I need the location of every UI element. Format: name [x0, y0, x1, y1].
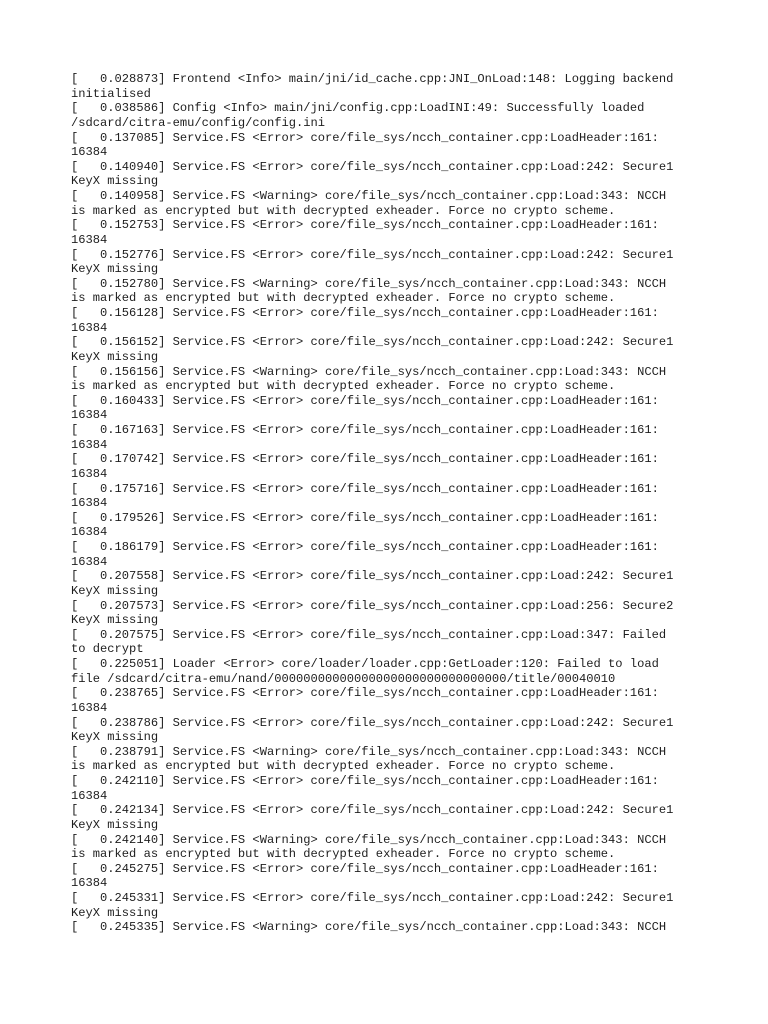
- log-line: 16384: [71, 525, 108, 540]
- log-line: [ 0.242140] Service.FS <Warning> core/file_sys/ncch_container.cpp:Load:343: NCCH: [71, 832, 667, 847]
- log-line: to decrypt: [71, 642, 144, 657]
- log-line: [ 0.207558] Service.FS <Error> core/file_sys/ncch_container.cpp:Load:242: Secure1: [71, 569, 674, 584]
- log-line: [ 0.242110] Service.FS <Error> core/file_sys/ncch_container.cpp:LoadHeader:161:: [71, 774, 659, 788]
- log-line: KeyX missing: [71, 174, 159, 189]
- log-line: KeyX missing: [71, 905, 159, 920]
- log-line: [ 0.152780] Service.FS <Warning> core/file_sys/ncch_container.cpp:Load:343: NCCH: [71, 276, 667, 291]
- log-line: 16384: [71, 876, 108, 891]
- log-line: [ 0.238791] Service.FS <Warning> core/file_sys/ncch_container.cpp:Load:343: NCCH: [71, 744, 667, 759]
- log-line: [ 0.156152] Service.FS <Error> core/file_sys/ncch_container.cpp:Load:242: Secure1: [71, 335, 674, 350]
- log-line: [ 0.245331] Service.FS <Error> core/file_sys/ncch_container.cpp:Load:242: Secure1: [71, 891, 674, 905]
- log-line: /sdcard/citra-emu/config/config.ini: [71, 115, 326, 130]
- log-line: [ 0.038586] Config <Info> main/jni/config.cpp:LoadINI:49: Successfully loaded: [71, 101, 645, 116]
- log-line: [ 0.140940] Service.FS <Error> core/file_sys/ncch_container.cpp:Load:242: Secure1: [71, 159, 674, 174]
- log-line: file /sdcard/citra-emu/nand/00000000000000000000000000000000/title/00040010: [71, 671, 616, 686]
- log-line: 16384: [71, 788, 108, 803]
- log-line: [ 0.225051] Loader <Error> core/loader/loader.cpp:GetLoader:120: Failed to load: [71, 657, 659, 671]
- log-line: is marked as encrypted but with decrypted exheader. Force no crypto scheme.: [71, 759, 616, 774]
- log-line: [ 0.242134] Service.FS <Error> core/file_sys/ncch_container.cpp:Load:242: Secure1: [71, 803, 674, 818]
- log-line: [ 0.156128] Service.FS <Error> core/file_sys/ncch_container.cpp:LoadHeader:161:: [71, 306, 659, 320]
- log-line: [ 0.140958] Service.FS <Warning> core/file_sys/ncch_container.cpp:Load:343: NCCH: [71, 189, 667, 203]
- log-line: initialised: [71, 86, 151, 101]
- log-line: [ 0.238786] Service.FS <Error> core/file_sys/ncch_container.cpp:Load:242: Secure1: [71, 715, 674, 730]
- log-text-block: [71, 72, 711, 935]
- log-line: [ 0.207575] Service.FS <Error> core/file_sys/ncch_container.cpp:Load:347: Failed: [71, 627, 667, 642]
- log-line: 16384: [71, 554, 108, 569]
- log-line: 16384: [71, 437, 108, 452]
- log-line: 16384: [71, 320, 108, 335]
- log-line: [ 0.170742] Service.FS <Error> core/file_sys/ncch_container.cpp:LoadHeader:161:: [71, 452, 659, 467]
- log-line: [ 0.238765] Service.FS <Error> core/file_sys/ncch_container.cpp:LoadHeader:161:: [71, 686, 659, 701]
- log-line: [ 0.245275] Service.FS <Error> core/file_sys/ncch_container.cpp:LoadHeader:161:: [71, 861, 659, 876]
- log-line: [ 0.245335] Service.FS <Warning> core/file_sys/ncch_container.cpp:Load:343: NCCH: [71, 920, 667, 935]
- log-line: is marked as encrypted but with decrypted exheader. Force no crypto scheme.: [71, 291, 616, 306]
- log-line: KeyX missing: [71, 730, 159, 745]
- log-line: KeyX missing: [71, 613, 159, 628]
- log-line: [ 0.152753] Service.FS <Error> core/file_sys/ncch_container.cpp:LoadHeader:161:: [71, 218, 659, 233]
- log-line: [ 0.160433] Service.FS <Error> core/file_sys/ncch_container.cpp:LoadHeader:161:: [71, 393, 659, 408]
- log-line: KeyX missing: [71, 349, 159, 364]
- log-line: [ 0.028873] Frontend <Info> main/jni/id_cache.cpp:JNI_OnLoad:148: Logging backend: [71, 72, 674, 86]
- log-line: [ 0.152776] Service.FS <Error> core/file_sys/ncch_container.cpp:Load:242: Secure1: [71, 247, 674, 262]
- log-line: KeyX missing: [71, 817, 159, 832]
- log-line: [ 0.175716] Service.FS <Error> core/file_sys/ncch_container.cpp:LoadHeader:161:: [71, 481, 659, 496]
- log-line: [ 0.186179] Service.FS <Error> core/file_sys/ncch_container.cpp:LoadHeader:161:: [71, 540, 659, 554]
- log-line: [ 0.137085] Service.FS <Error> core/file_sys/ncch_container.cpp:LoadHeader:161:: [71, 130, 659, 145]
- log-line: 16384: [71, 232, 108, 247]
- log-line: [ 0.167163] Service.FS <Error> core/file_sys/ncch_container.cpp:LoadHeader:161:: [71, 423, 659, 437]
- log-line: 16384: [71, 496, 108, 511]
- log-line: is marked as encrypted but with decrypted exheader. Force no crypto scheme.: [71, 379, 616, 394]
- log-line: 16384: [71, 145, 108, 160]
- log-line: KeyX missing: [71, 262, 159, 277]
- log-line: 16384: [71, 700, 108, 715]
- log-line: [ 0.207573] Service.FS <Error> core/file_sys/ncch_container.cpp:Load:256: Secure2: [71, 598, 674, 613]
- log-line: is marked as encrypted but with decrypted exheader. Force no crypto scheme.: [71, 847, 616, 862]
- log-line: [ 0.179526] Service.FS <Error> core/file_sys/ncch_container.cpp:LoadHeader:161:: [71, 510, 659, 525]
- log-line: KeyX missing: [71, 583, 159, 598]
- log-line: 16384: [71, 466, 108, 481]
- log-line: 16384: [71, 408, 108, 423]
- log-line: is marked as encrypted but with decrypted exheader. Force no crypto scheme.: [71, 203, 616, 218]
- log-line: [ 0.156156] Service.FS <Warning> core/file_sys/ncch_container.cpp:Load:343: NCCH: [71, 364, 667, 379]
